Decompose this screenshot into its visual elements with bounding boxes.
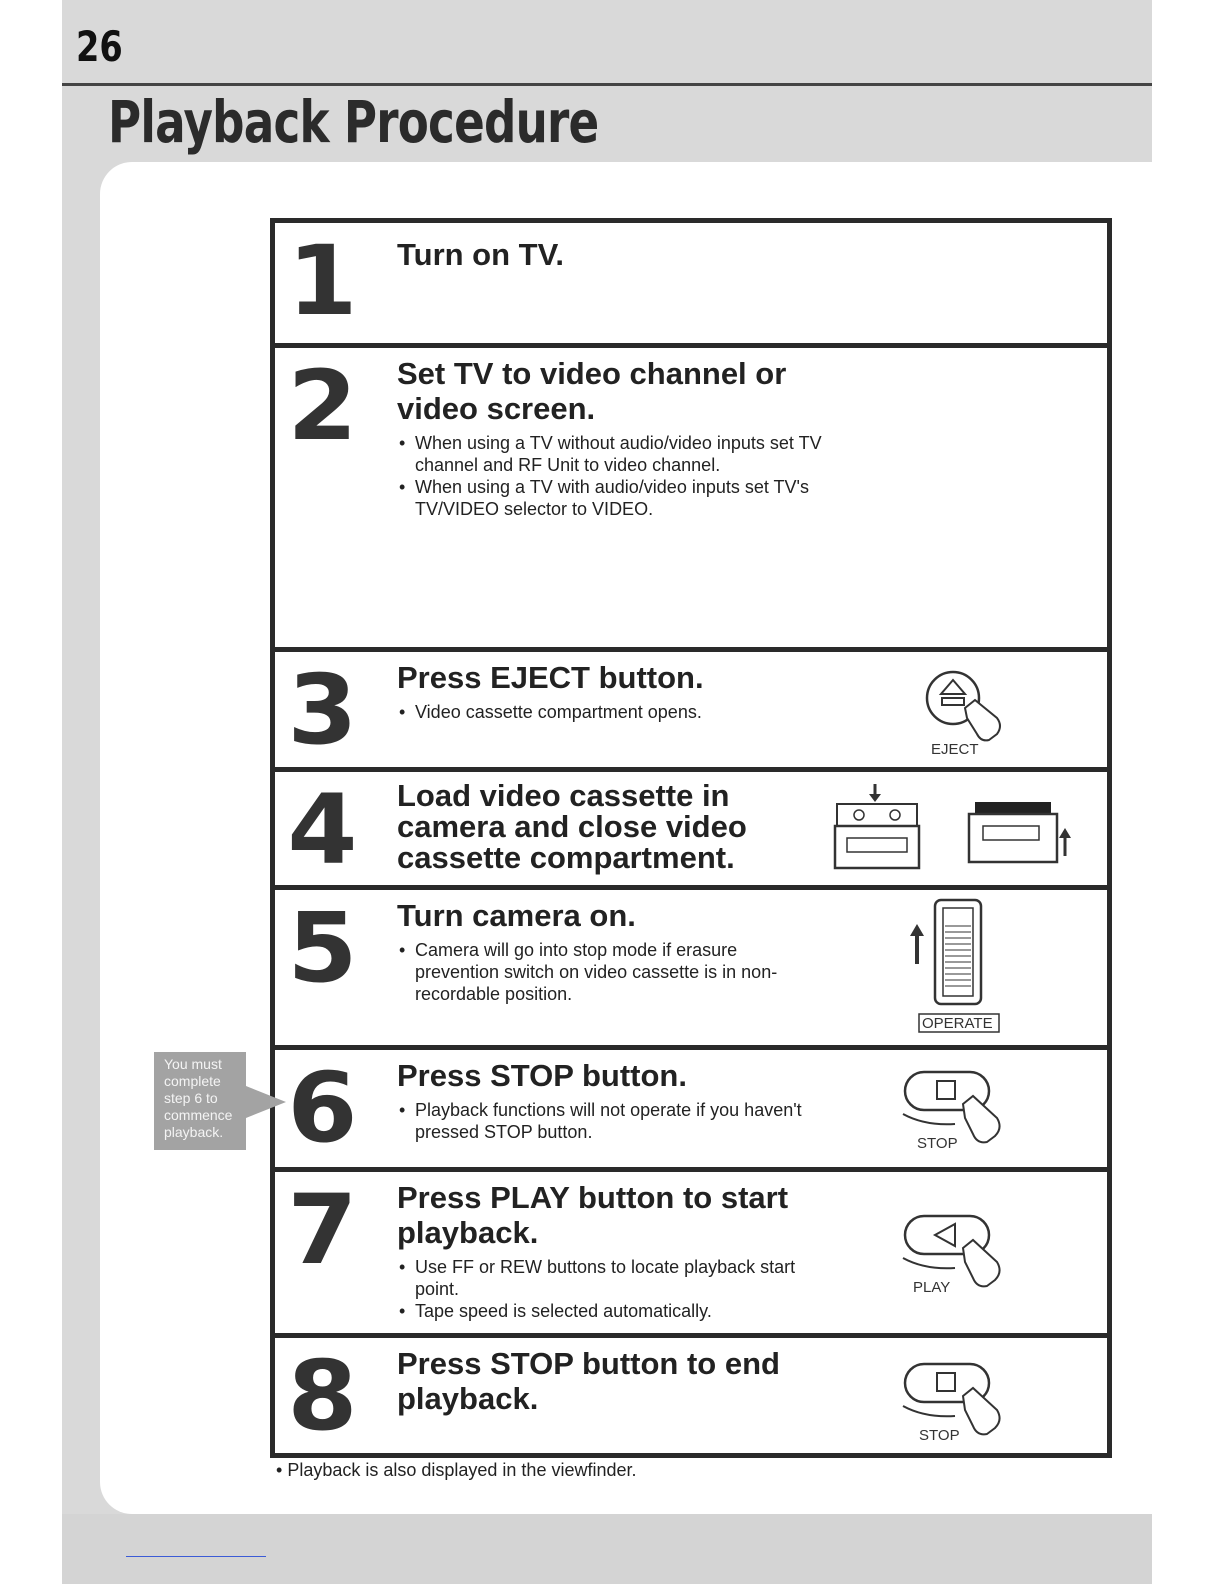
footnote-text: Playback is also displayed in the viewfinder.: [287, 1460, 637, 1480]
step-6: [275, 1045, 1107, 1167]
steps-box: [270, 218, 1112, 1458]
step-heading: Press STOP button to end playback.: [397, 1346, 780, 1416]
step-3: [275, 647, 1107, 767]
stop-square-icon: [937, 1373, 955, 1391]
pointing-hand-icon: [963, 1240, 1000, 1286]
illustration-label: OPERATE: [922, 1015, 993, 1032]
step-body: [397, 1180, 837, 1322]
bullet-item: • Tape speed is selected automatically.: [397, 1300, 837, 1322]
step-7: [275, 1167, 1107, 1333]
step-body: [397, 1346, 837, 1416]
step-number: 3: [287, 654, 358, 766]
footnote: • Playback is also displayed in the viewfinder.: [276, 1460, 637, 1480]
pointing-hand-icon: [963, 1096, 1000, 1142]
cassette-icon: [837, 804, 917, 826]
bullet-list: [397, 1256, 837, 1322]
step-heading: Press EJECT button.: [397, 660, 704, 695]
operate-switch-illustration: [895, 896, 1015, 1041]
step-heading: Turn on TV.: [397, 237, 565, 272]
step-number: 4: [287, 774, 358, 886]
step-body: [397, 356, 837, 520]
step-8: [275, 1333, 1107, 1453]
bullet-list: [397, 432, 837, 520]
up-arrow-head-icon: [910, 924, 924, 936]
step-heading: Press STOP button.: [397, 1058, 687, 1093]
page-number: 26: [76, 22, 123, 71]
stop-button-illustration: [885, 1356, 1025, 1456]
step-body: [397, 1058, 817, 1143]
button-base-line: [903, 1114, 955, 1124]
step-number: 7: [287, 1174, 358, 1286]
bullet-item: • When using a TV with audio/video inputs set TV's TV/VIDEO selector to VIDEO.: [397, 476, 837, 520]
bullet-list: [397, 939, 817, 1005]
step-number: 8: [287, 1340, 358, 1452]
pointing-hand-icon: [965, 700, 1000, 740]
stop-square-icon: [937, 1081, 955, 1099]
button-base-line: [903, 1406, 955, 1416]
cassette-loaded-icon: [975, 802, 1051, 814]
compartment-closed-icon: [969, 814, 1057, 862]
step-1: [275, 223, 1107, 343]
side-note: You must complete step 6 to commence playback.: [154, 1052, 246, 1150]
step-heading: Press PLAY button to start playback.: [397, 1180, 789, 1250]
bullet-item: • Camera will go into stop mode if erasure prevention switch on video cassette is in non-recordable position.: [397, 939, 817, 1005]
eject-bar-icon: [942, 698, 964, 705]
bullet-item: • Use FF or REW buttons to locate playback start point.: [397, 1256, 837, 1300]
page-title: Playback Procedure: [108, 88, 599, 156]
step-number: 5: [287, 892, 358, 1004]
bullet-list: [397, 701, 867, 723]
down-arrow-head-icon: [869, 794, 881, 802]
eject-triangle-icon: [941, 680, 965, 694]
play-triangle-icon: [935, 1224, 955, 1246]
illustration-label: EJECT: [931, 741, 979, 758]
eject-button-illustration: [905, 662, 1025, 762]
step-4: [275, 767, 1107, 885]
side-note-arrow: [246, 1086, 286, 1118]
bullet-item: • Playback functions will not operate if you haven't pressed STOP button.: [397, 1099, 817, 1143]
step-5: [275, 885, 1107, 1045]
button-base-line: [903, 1258, 955, 1268]
step-2: [275, 343, 1107, 647]
illustration-label: PLAY: [913, 1279, 951, 1296]
cassette-loading-illustration: [825, 780, 1095, 880]
page-bottom-bar: [62, 1514, 1152, 1584]
step-body: [397, 898, 817, 1005]
step-heading: Turn camera on.: [397, 898, 636, 933]
step-number: 6: [287, 1052, 358, 1164]
link-underline: [126, 1556, 266, 1557]
bullet-list: [397, 1099, 817, 1143]
step-heading: Load video cassette in camera and close video cassette compartment.: [397, 778, 747, 875]
switch-housing: [935, 900, 981, 1004]
illustration-label: STOP: [919, 1427, 960, 1444]
illustration-label: STOP: [917, 1135, 958, 1152]
step-number: 1: [287, 225, 358, 337]
pointing-hand-icon: [963, 1388, 1000, 1434]
bullet-item: • Video cassette compartment opens.: [397, 701, 867, 723]
bullet-item: • When using a TV without audio/video inputs set TV channel and RF Unit to video channel.: [397, 432, 837, 476]
step-body: [397, 237, 867, 272]
step-body: [397, 780, 837, 873]
up-arrow-head-icon: [1059, 828, 1071, 838]
step-heading: Set TV to video channel or video screen.: [397, 356, 787, 426]
play-button-illustration: [885, 1208, 1025, 1308]
step-number: 2: [287, 350, 358, 462]
title-rule: [62, 83, 1152, 86]
step-body: [397, 660, 867, 723]
stop-button-illustration: [885, 1064, 1025, 1164]
